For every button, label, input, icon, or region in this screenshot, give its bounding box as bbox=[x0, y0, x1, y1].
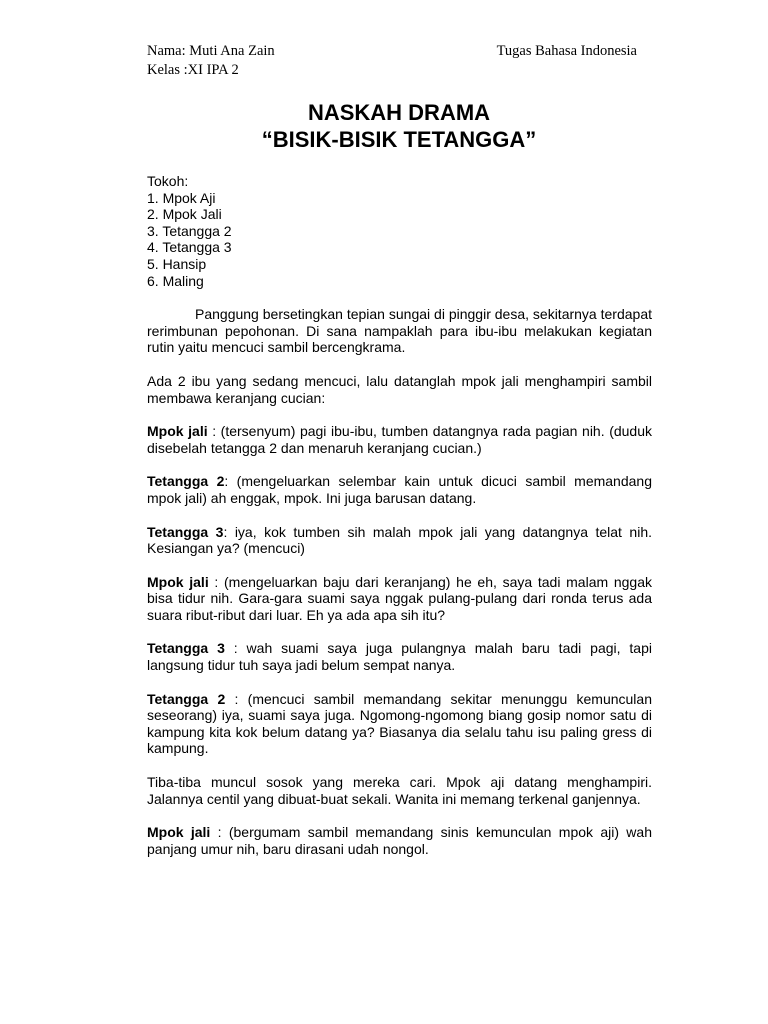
dialogue-text: : iya, kok tumben sih malah mpok jali yang datangnya telat nih. Kesiangan ya? (mencuci) bbox=[147, 523, 652, 557]
spacer bbox=[147, 807, 652, 824]
spacer bbox=[147, 623, 652, 640]
dialogue-text: : (tersenyum) pagi ibu-ibu, tumben datangnya rada pagian nih. (duduk disebelah tetangga 2 dan menaruh keranjang cucian.) bbox=[147, 423, 652, 456]
entrance-paragraph: Tiba-tiba muncul sosok yang mereka cari. Mpok aji datang menghampiri. Jalannya centil yang dibuat-buat sekali. Wanita ini memang terkenal ganjennya. bbox=[147, 774, 652, 807]
speaker-name: Tetangga 3 bbox=[147, 523, 224, 540]
assignment-label: Tugas Bahasa Indonesia bbox=[496, 43, 637, 59]
cast-heading: Tokoh: bbox=[147, 173, 189, 189]
dialogue-line bbox=[147, 691, 652, 757]
student-class: Kelas :XI IPA 2 bbox=[147, 62, 239, 78]
speaker-name: Tetangga 3 bbox=[147, 640, 225, 657]
dialogue-line bbox=[147, 640, 652, 673]
dialogue-text: : wah suami saya juga pulangnya malah baru tadi pagi, tapi langsung tidur tuh saya jadi belum sempat nanya. bbox=[147, 640, 652, 674]
student-name: Nama: Muti Ana Zain bbox=[147, 43, 275, 59]
spacer bbox=[147, 456, 652, 473]
dialogue-line bbox=[147, 423, 652, 456]
dialogue-text: : (mengeluarkan baju dari keranjang) he eh, saya tadi malam nggak bisa tidur nih. Gara-gara suami saya nggak pulang-pulang dari ronda terus ada suara ribut-ribut dari luar. Eh ya ada apa sih itu? bbox=[147, 573, 652, 623]
dialogue-text: : (mengeluarkan selembar kain untuk dicuci sambil memandang mpok jali) ah enggak, mpok. Ini juga barusan datang. bbox=[147, 473, 652, 506]
header-row-1 bbox=[147, 42, 637, 61]
cast-item: 5. Hansip bbox=[147, 255, 207, 272]
speaker-name: Tetangga 2 bbox=[147, 690, 226, 707]
dialogue-text: : (mencuci sambil memandang sekitar menunggu kemunculan seseorang) iya, suami saya juga. Ngomong-ngomong biang gosip nomor satu di kampung kita kok belum datang ya? Biasanya dia selalu tahu isu paling gress di kampung. bbox=[147, 690, 652, 757]
title-line-2: “BISIK-BISIK TETANGGA” bbox=[261, 127, 537, 152]
cast-item: 4. Tetangga 3 bbox=[147, 239, 232, 256]
spacer bbox=[147, 406, 652, 423]
document-title bbox=[0, 99, 768, 153]
document-header bbox=[147, 42, 637, 80]
arrival-paragraph: Ada 2 ibu yang sedang mencuci, lalu datanglah mpok jali menghampiri sambil membawa keranjang cucian: bbox=[147, 372, 652, 406]
cast-item: 3. Tetangga 2 bbox=[147, 222, 232, 239]
spacer bbox=[147, 507, 652, 524]
script-body bbox=[147, 173, 652, 857]
setting-paragraph: Panggung bersetingkan tepian sungai di pinggir desa, sekitarnya terdapat rerimbunan pepohonan. Di sana nampaklah para ibu-ibu melakukan kegiatan rutin yaitu mencuci sambil bercengkrama. bbox=[147, 306, 652, 356]
title-line-1: NASKAH DRAMA bbox=[307, 100, 491, 125]
header-row-2 bbox=[147, 61, 637, 80]
speaker-name: Mpok jali bbox=[147, 824, 211, 841]
dialogue-text: : (bergumam sambil memandang sinis kemunculan mpok aji) wah panjang umur nih, baru dirasani udah nongol. bbox=[147, 824, 652, 857]
cast-item: 1. Mpok Aji bbox=[147, 189, 216, 206]
spacer bbox=[147, 356, 652, 373]
speaker-name: Mpok jali bbox=[147, 423, 208, 440]
dialogue-line bbox=[147, 574, 652, 624]
dialogue-line bbox=[147, 524, 652, 557]
spacer bbox=[147, 757, 652, 774]
speaker-name: Tetangga 2 bbox=[147, 473, 225, 490]
spacer bbox=[147, 557, 652, 574]
dialogue-line bbox=[147, 824, 652, 857]
speaker-name: Mpok jali bbox=[147, 573, 209, 590]
cast-list bbox=[147, 190, 652, 290]
spacer bbox=[147, 289, 652, 306]
cast-item: 2. Mpok Jali bbox=[147, 206, 222, 223]
dialogue-line bbox=[147, 473, 652, 506]
spacer bbox=[147, 674, 652, 691]
cast-item: 6. Maling bbox=[147, 272, 204, 289]
